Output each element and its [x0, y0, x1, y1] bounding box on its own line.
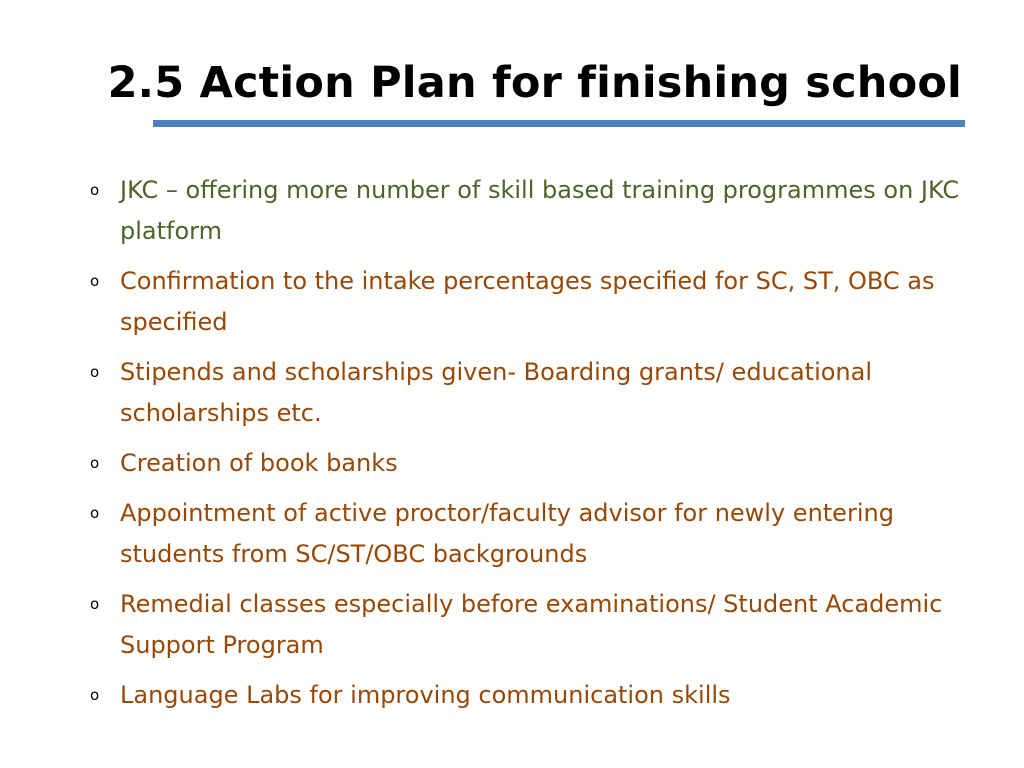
bullet-marker-icon: o [90, 272, 100, 290]
bullet-item [90, 170, 960, 252]
bullet-text: Appointment of active proctor/faculty advisor for newly entering students from SC/ST/OBC backgrounds [120, 499, 894, 568]
bullet-marker-icon: o [90, 504, 100, 522]
bullet-marker-icon: o [90, 181, 100, 199]
bullet-marker-icon: o [90, 686, 100, 704]
bullet-marker-icon: o [90, 363, 100, 381]
bullet-text: Remedial classes especially before examinations/ Student Academic Support Program [120, 590, 943, 659]
bullet-text: Creation of book banks [120, 449, 398, 477]
bullet-item [90, 352, 960, 434]
title-underline [153, 120, 965, 127]
bullet-text: Language Labs for improving communication skills [120, 681, 731, 709]
bullet-list [90, 170, 960, 725]
slide-title: 2.5 Action Plan for finishing school [107, 58, 962, 108]
bullet-item [90, 584, 960, 666]
bullet-text: Stipends and scholarships given- Boarding grants/ educational scholarships etc. [120, 358, 873, 427]
bullet-item [90, 493, 960, 575]
bullet-text: Confirmation to the intake percentages specified for SC, ST, OBC as specified [120, 267, 935, 336]
bullet-item [90, 675, 960, 716]
bullet-marker-icon: o [90, 454, 100, 472]
bullet-marker-icon: o [90, 595, 100, 613]
bullet-text: JKC – offering more number of skill based training programmes on JKC platform [120, 176, 960, 245]
bullet-item [90, 443, 960, 484]
bullet-item [90, 261, 960, 343]
